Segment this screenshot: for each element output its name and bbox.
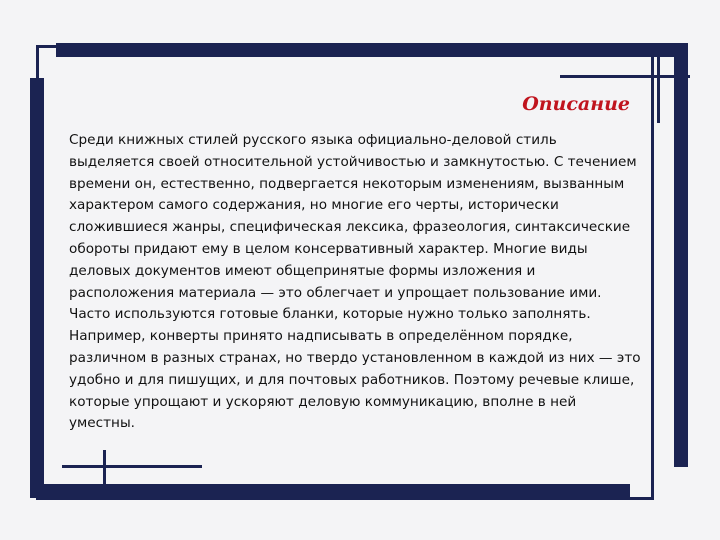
frame-accent-top xyxy=(56,43,686,57)
corner-line-horizontal-top-right xyxy=(560,75,690,78)
frame-accent-right xyxy=(674,43,688,467)
frame-border-right xyxy=(651,45,654,500)
corner-line-horizontal-bottom-left xyxy=(62,465,202,468)
frame-accent-bottom xyxy=(30,484,630,498)
corner-line-vertical-bottom-left xyxy=(103,450,106,498)
frame-accent-left xyxy=(30,78,44,498)
slide-heading: Описание xyxy=(522,93,630,115)
slide-body-text: Среди книжных стилей русского языка официально-деловой стиль выделяется своей относительной устойчивостью и замкнутостью. С течением времени он, естественно, подвергается некоторым изменениям, вызванным характером самого содержания, но многие его черты, исторически сложившиеся жанры, специфическая лексика, фразеология, синтаксические обороты придают ему в целом консервативный характер. Многие виды деловых документов имеют общепринятые формы изложения и расположения материала — это облегчает и упрощает пользование ими. Часто используются готовые бланки, которые нужно только заполнять. Например, конверты принято надписывать в определённом порядке, различном в разных странах, но твердо установленном в каждой из них — это удобно и для пишущих, и для почтовых работников. Поэтому речевые клише, которые упрощают и ускоряют деловую коммуникацию, вполне в ней уместны. xyxy=(69,132,641,432)
corner-line-vertical-top-right xyxy=(657,43,660,123)
